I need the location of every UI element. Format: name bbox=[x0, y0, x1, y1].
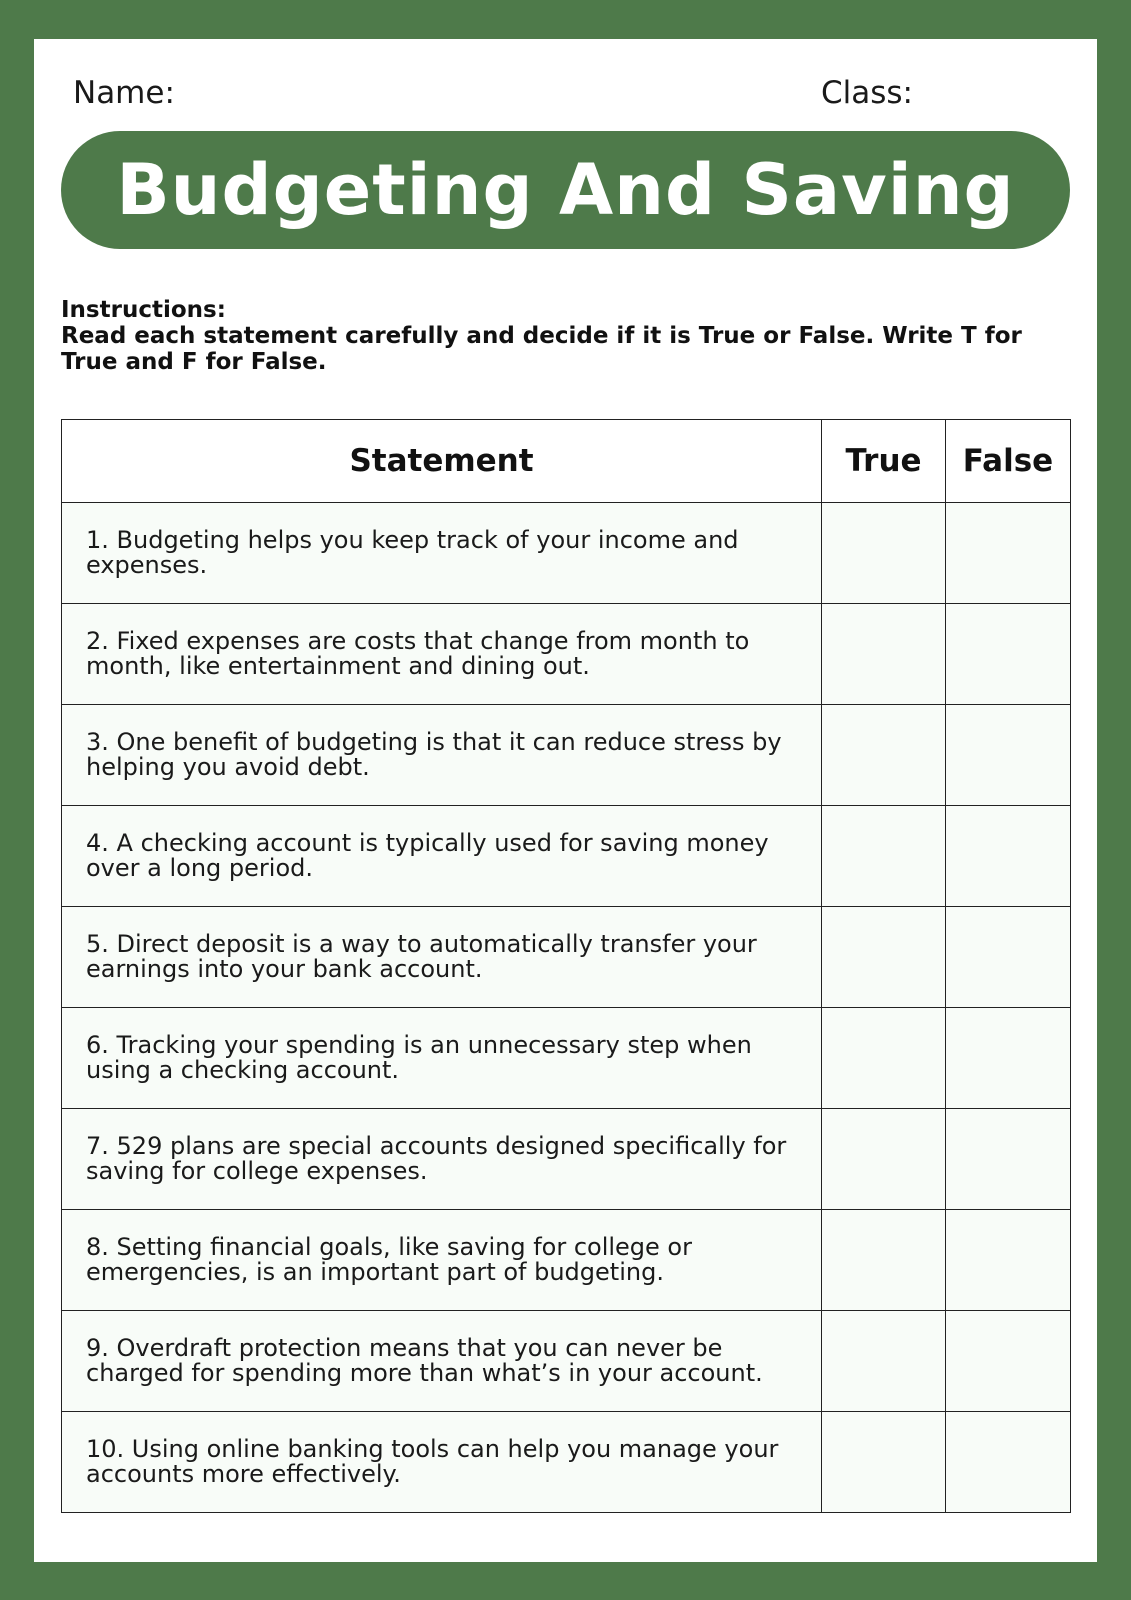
false-answer-cell[interactable] bbox=[946, 1109, 1071, 1210]
table-row bbox=[62, 1008, 1071, 1109]
false-answer-cell[interactable] bbox=[946, 907, 1071, 1008]
table-header-row bbox=[62, 420, 1071, 503]
true-answer-cell[interactable] bbox=[822, 1109, 946, 1210]
statement-cell: 2. Fixed expenses are costs that change from month to month, like entertainment and dining out. bbox=[62, 604, 822, 705]
false-answer-cell[interactable] bbox=[946, 705, 1071, 806]
false-answer-cell[interactable] bbox=[946, 1311, 1071, 1412]
table-row bbox=[62, 806, 1071, 907]
instructions-heading: Instructions: bbox=[61, 297, 226, 323]
false-answer-cell[interactable] bbox=[946, 604, 1071, 705]
table-row bbox=[62, 907, 1071, 1008]
statement-cell: 4. A checking account is typically used for saving money over a long period. bbox=[62, 806, 822, 907]
title-banner bbox=[61, 131, 1070, 249]
table-row bbox=[62, 604, 1071, 705]
statement-cell: 9. Overdraft protection means that you can never be charged for spending more than what’s in your account. bbox=[62, 1311, 822, 1412]
true-answer-cell[interactable] bbox=[822, 503, 946, 604]
false-answer-cell[interactable] bbox=[946, 806, 1071, 907]
true-answer-cell[interactable] bbox=[822, 907, 946, 1008]
table-row bbox=[62, 503, 1071, 604]
statement-cell: 10. Using online banking tools can help you manage your accounts more effectively. bbox=[62, 1412, 822, 1513]
true-answer-cell[interactable] bbox=[822, 1412, 946, 1513]
name-label: Name: bbox=[73, 75, 175, 111]
worksheet-page bbox=[34, 39, 1097, 1562]
statement-cell: 6. Tracking your spending is an unnecessary step when using a checking account. bbox=[62, 1008, 822, 1109]
statement-cell: 5. Direct deposit is a way to automatically transfer your earnings into your bank account. bbox=[62, 907, 822, 1008]
page-title: Budgeting And Saving bbox=[116, 149, 1015, 231]
false-answer-cell[interactable] bbox=[946, 503, 1071, 604]
statement-cell: 7. 529 plans are special accounts designed specifically for saving for college expenses. bbox=[62, 1109, 822, 1210]
false-answer-cell[interactable] bbox=[946, 1210, 1071, 1311]
statement-cell: 3. One benefit of budgeting is that it can reduce stress by helping you avoid debt. bbox=[62, 705, 822, 806]
instructions-text: Read each statement carefully and decide if it is True or False. Write T for True and F for False. bbox=[61, 323, 1022, 375]
true-answer-cell[interactable] bbox=[822, 1008, 946, 1109]
column-header-false: False bbox=[946, 420, 1071, 503]
true-answer-cell[interactable] bbox=[822, 806, 946, 907]
statement-cell: 1. Budgeting helps you keep track of your income and expenses. bbox=[62, 503, 822, 604]
column-header-statement: Statement bbox=[62, 420, 822, 503]
table-row bbox=[62, 1311, 1071, 1412]
column-header-true: True bbox=[822, 420, 946, 503]
statement-cell: 8. Setting financial goals, like saving for college or emergencies, is an important part of budgeting. bbox=[62, 1210, 822, 1311]
true-answer-cell[interactable] bbox=[822, 1311, 946, 1412]
table-row bbox=[62, 705, 1071, 806]
true-answer-cell[interactable] bbox=[822, 1210, 946, 1311]
table-row bbox=[62, 1412, 1071, 1513]
instructions-block bbox=[61, 297, 1061, 375]
true-answer-cell[interactable] bbox=[822, 705, 946, 806]
true-false-table bbox=[61, 419, 1071, 1513]
table-row bbox=[62, 1210, 1071, 1311]
false-answer-cell[interactable] bbox=[946, 1008, 1071, 1109]
true-answer-cell[interactable] bbox=[822, 604, 946, 705]
table-row bbox=[62, 1109, 1071, 1210]
false-answer-cell[interactable] bbox=[946, 1412, 1071, 1513]
class-label: Class: bbox=[821, 75, 914, 111]
